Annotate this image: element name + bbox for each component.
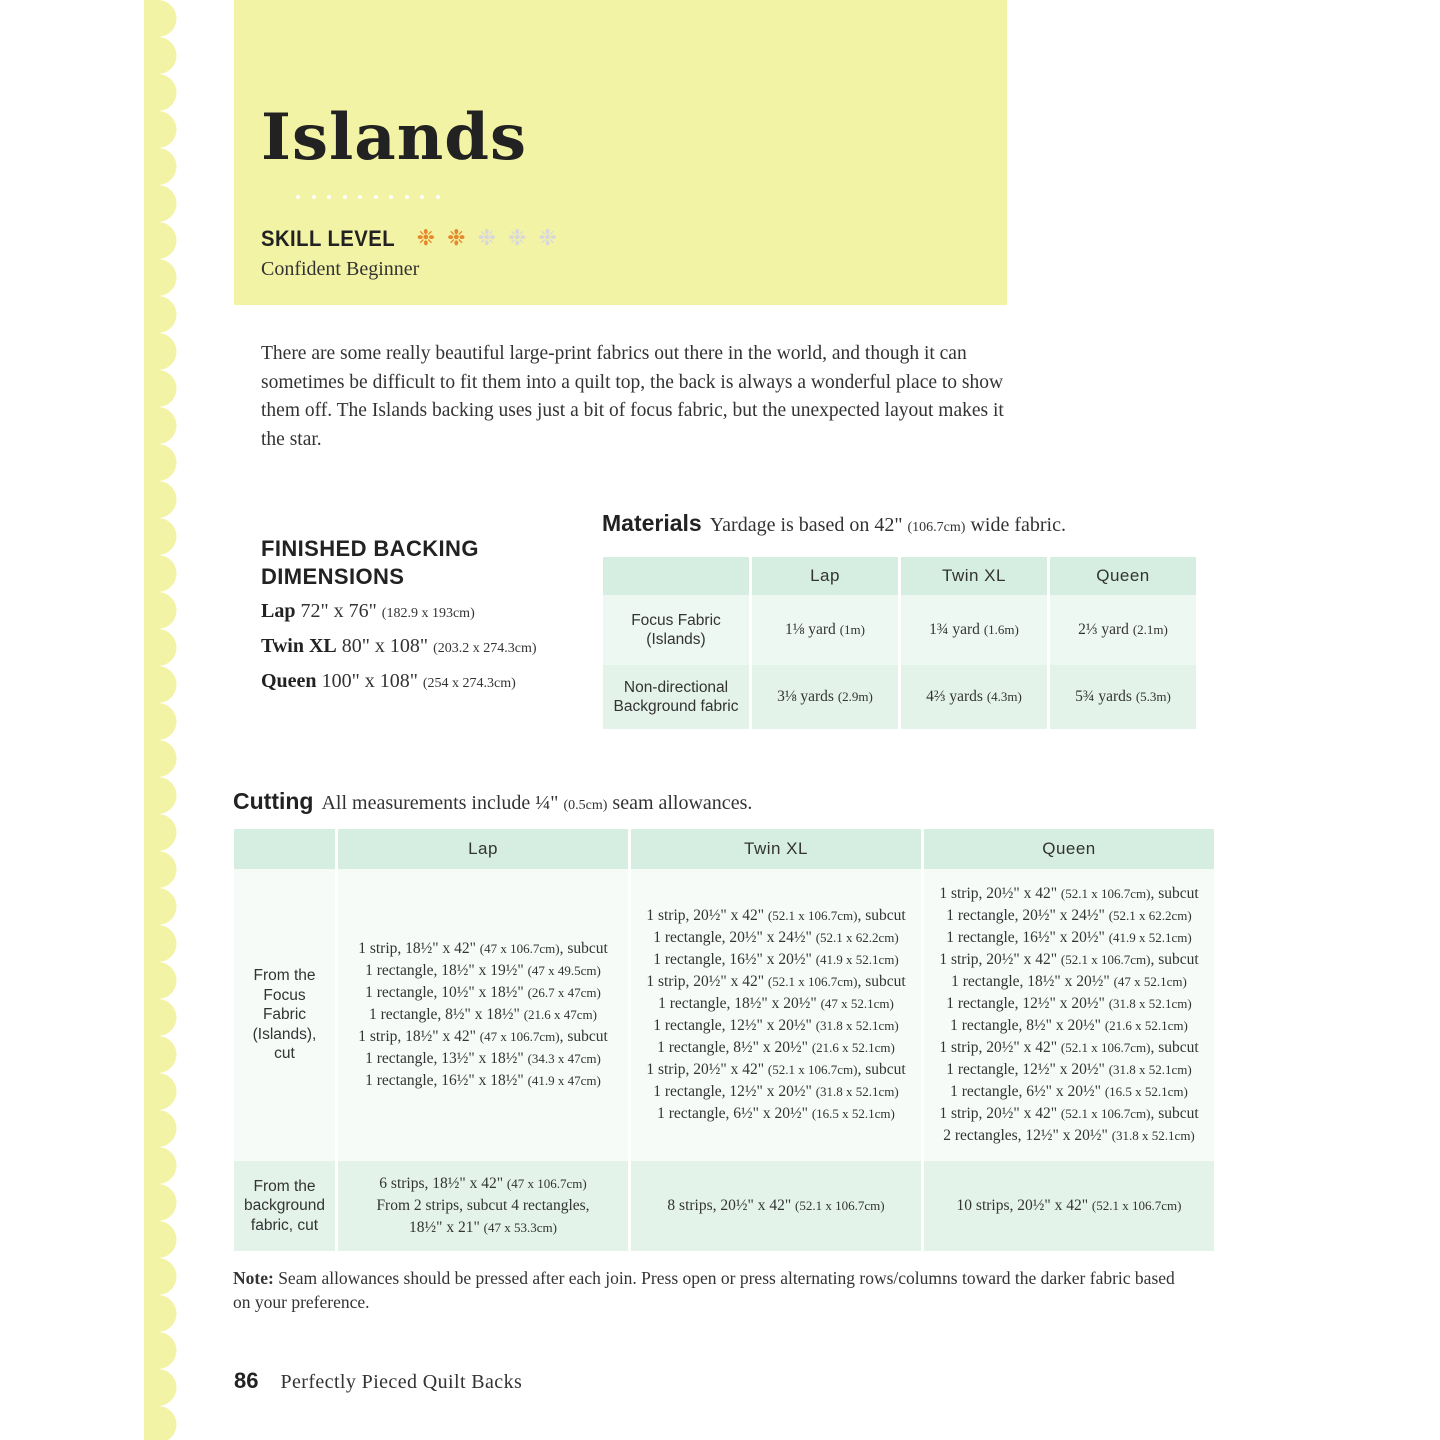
label-line: Focus Fabric <box>631 611 721 629</box>
label-line: Focus <box>263 986 306 1004</box>
page-number: 86 <box>234 1368 259 1393</box>
cut-text: 1 rectangle, 12½" x 20½" <box>946 1061 1105 1078</box>
label-line: cut <box>274 1045 295 1063</box>
cut-metric: (31.8 x 52.1cm) <box>1108 996 1192 1011</box>
cut-metric: (26.7 x 47cm) <box>527 985 601 1000</box>
cut-text: 10 strips, 20½" x 42" <box>956 1197 1089 1214</box>
note <box>233 1266 1193 1314</box>
column-header: Twin XL <box>901 557 1047 595</box>
cut-text: 8 strips, 20½" x 42" <box>667 1197 792 1214</box>
dot <box>405 195 409 199</box>
cut-metric: (21.6 x 52.1cm) <box>811 1040 895 1055</box>
cut-line <box>338 1048 628 1070</box>
materials-table <box>600 557 1199 729</box>
cut-metric: (52.1 x 106.7cm) <box>1060 952 1151 967</box>
dot <box>327 195 331 199</box>
dot <box>420 195 424 199</box>
note-label: Note: <box>233 1268 274 1288</box>
table-row <box>234 1161 1214 1251</box>
cutting-title: Cutting <box>233 788 314 814</box>
dot <box>436 195 440 199</box>
dimension-twin-xl <box>261 635 537 658</box>
yardage: 3⅛ yards <box>777 688 834 705</box>
dot <box>312 195 316 199</box>
asterisk-flower-icon: ❉ <box>416 226 436 251</box>
cut-suffix: , subcut <box>857 973 906 990</box>
heading-line: DIMENSIONS <box>261 564 405 589</box>
cut-line <box>631 927 921 949</box>
size-dims: 80" x 108" <box>341 635 429 657</box>
cut-text: From 2 strips, subcut 4 rectangles, <box>376 1197 590 1214</box>
cut-text: 1 rectangle, 20½" x 24½" <box>653 929 812 946</box>
cutting-table <box>231 829 1217 1251</box>
dot <box>374 195 378 199</box>
yardage: 1⅛ yard <box>785 621 836 638</box>
table-cell <box>924 869 1214 1161</box>
cut-line <box>338 1173 628 1195</box>
dot <box>296 195 300 199</box>
yardage-metric: (1.6m) <box>983 622 1019 637</box>
size-dims: 100" x 108" <box>321 670 418 692</box>
yardage: 2⅓ yard <box>1078 621 1129 638</box>
column-header: Twin XL <box>631 829 921 869</box>
cut-text: 1 rectangle, 8½" x 20½" <box>657 1039 808 1056</box>
skill-level-label: SKILL LEVEL <box>261 226 396 251</box>
cut-line <box>631 905 921 927</box>
cut-line <box>631 1103 921 1125</box>
cut-metric: (47 x 106.7cm) <box>479 941 560 956</box>
cut-metric: (47 x 49.5cm) <box>527 963 601 978</box>
table-row <box>603 595 1196 665</box>
table-cell <box>338 1161 628 1251</box>
materials-title: Materials <box>602 510 702 536</box>
cut-metric: (52.1 x 106.7cm) <box>767 1062 858 1077</box>
asterisk-flower-icon: ❉ <box>477 226 496 251</box>
label-line: From the <box>253 1177 316 1195</box>
cut-text: 2 rectangles, 12½" x 20½" <box>943 1127 1108 1144</box>
cut-line <box>631 993 921 1015</box>
dot <box>343 195 347 199</box>
table-cell <box>924 1161 1214 1251</box>
size-metric: (254 x 274.3cm) <box>422 676 516 691</box>
cut-text: 1 rectangle, 13½" x 18½" <box>365 1050 524 1067</box>
cut-metric: (47 x 106.7cm) <box>479 1029 560 1044</box>
cut-line <box>338 1004 628 1026</box>
cut-line <box>924 1081 1214 1103</box>
cut-text: 6 strips, 18½" x 42" <box>379 1175 504 1192</box>
yardage-metric: (1m) <box>839 622 865 637</box>
column-header: Lap <box>338 829 628 869</box>
cut-suffix: , subcut <box>559 940 608 957</box>
intro-paragraph: There are some really beautiful large-print fabrics out there in the world, and though it can sometimes be difficult to fit them into a quilt top, the back is always a wonderful place to show them off. The Islands backing uses just a bit of focus fabric, but the unexpected layout makes it the star. <box>261 343 1004 450</box>
size-metric: (182.9 x 193cm) <box>381 606 475 621</box>
yardage: 1¾ yard <box>929 621 980 638</box>
materials-subtitle: Yardage is based on 42" <box>709 514 903 536</box>
cut-line <box>631 949 921 971</box>
cut-suffix: , subcut <box>857 907 906 924</box>
cut-line <box>631 1059 921 1081</box>
dot <box>389 195 393 199</box>
note-text: Seam allowances should be pressed after each join. Press open or press alternating rows/columns toward the darker fabric based on your preference. <box>233 1268 1175 1312</box>
cut-line <box>924 905 1214 927</box>
asterisk-flower-icon: ❉ <box>538 226 557 251</box>
cut-metric: (52.1 x 106.7cm) <box>767 974 858 989</box>
cut-metric: (16.5 x 52.1cm) <box>1104 1084 1188 1099</box>
table-row <box>603 665 1196 729</box>
cut-line <box>338 1070 628 1092</box>
cut-text: 1 rectangle, 12½" x 20½" <box>946 995 1105 1012</box>
size-name: Queen <box>261 670 317 692</box>
cut-metric: (41.9 x 47cm) <box>527 1073 601 1088</box>
skill-level <box>261 226 557 252</box>
cut-metric: (52.1 x 62.2cm) <box>1108 908 1192 923</box>
size-name: Lap <box>261 600 296 622</box>
label-line: Fabric <box>262 1006 307 1024</box>
cut-metric: (52.1 x 106.7cm) <box>1060 1040 1151 1055</box>
cut-line <box>924 883 1214 905</box>
cut-metric: (31.8 x 52.1cm) <box>1108 1062 1192 1077</box>
table-cell <box>901 595 1047 665</box>
table-cell <box>1050 595 1196 665</box>
cut-metric: (52.1 x 106.7cm) <box>1091 1198 1182 1213</box>
cut-metric: (52.1 x 106.7cm) <box>1060 886 1151 901</box>
cut-metric: (47 x 52.1cm) <box>1113 974 1187 989</box>
cut-metric: (52.1 x 106.7cm) <box>1060 1106 1151 1121</box>
skill-rating <box>417 228 557 250</box>
cut-suffix: , subcut <box>1150 885 1199 902</box>
table-cell <box>752 595 898 665</box>
page-title: Islands <box>261 100 528 175</box>
cut-metric: (31.8 x 52.1cm) <box>815 1018 899 1033</box>
cut-metric: (31.8 x 52.1cm) <box>815 1084 899 1099</box>
label-line: Non-directional <box>623 678 729 696</box>
dot <box>358 195 362 199</box>
cut-suffix: , subcut <box>559 1028 608 1045</box>
cut-metric: (47 x 52.1cm) <box>820 996 894 1011</box>
yardage: 5¾ yards <box>1075 688 1132 705</box>
cut-metric: (52.1 x 62.2cm) <box>815 930 899 945</box>
asterisk-flower-icon: ❉ <box>447 226 466 251</box>
table-cell <box>338 869 628 1161</box>
cut-text: 1 rectangle, 8½" x 20½" <box>950 1017 1101 1034</box>
label-line: (Islands) <box>646 631 706 648</box>
table-cell <box>752 665 898 729</box>
cut-metric: (41.9 x 52.1cm) <box>815 952 899 967</box>
size-dims: 72" x 76" <box>300 600 377 622</box>
decorative-dots <box>296 195 440 199</box>
cut-line <box>631 971 921 993</box>
table-cell <box>631 1161 921 1251</box>
cut-text: 1 rectangle, 16½" x 18½" <box>365 1072 524 1089</box>
cut-line <box>338 1195 628 1217</box>
header-blank <box>234 829 335 869</box>
cut-text: 1 strip, 18½" x 42" <box>358 940 476 957</box>
skill-level-value: Confident Beginner <box>261 258 420 280</box>
cut-metric: (52.1 x 106.7cm) <box>795 1198 885 1213</box>
cut-text: 1 rectangle, 18½" x 19½" <box>365 962 524 979</box>
cutting-heading <box>233 788 752 815</box>
cut-line <box>338 938 628 960</box>
cut-metric: (47 x 106.7cm) <box>506 1176 587 1191</box>
header-blank <box>603 557 749 595</box>
cut-text: 1 strip, 20½" x 42" <box>646 973 765 990</box>
table-header-row <box>603 557 1196 595</box>
row-label <box>603 595 749 665</box>
cut-metric: (21.6 x 52.1cm) <box>1104 1018 1188 1033</box>
cut-metric: (47 x 53.3cm) <box>483 1220 557 1235</box>
cut-text: 1 rectangle, 6½" x 20½" <box>950 1083 1101 1100</box>
column-header: Queen <box>1050 557 1196 595</box>
cut-text: 1 rectangle, 8½" x 18½" <box>369 1006 520 1023</box>
cut-suffix: , subcut <box>857 1061 906 1078</box>
page-footer <box>234 1368 522 1394</box>
table-header-row <box>234 829 1214 869</box>
yardage-metric: (2.1m) <box>1132 622 1168 637</box>
label-line: fabric, cut <box>250 1216 319 1234</box>
cut-suffix: , subcut <box>1150 1105 1199 1122</box>
yardage: 4⅔ yards <box>926 688 983 705</box>
cut-line <box>338 982 628 1004</box>
cut-text: 1 rectangle, 12½" x 20½" <box>653 1083 812 1100</box>
cut-line <box>924 1125 1214 1147</box>
cut-metric: (21.6 x 47cm) <box>523 1007 597 1022</box>
cut-line <box>924 1059 1214 1081</box>
materials-subtitle-metric: (106.7cm) <box>907 520 966 535</box>
heading-line: FINISHED BACKING <box>261 536 479 561</box>
cut-metric: (41.9 x 52.1cm) <box>1108 930 1192 945</box>
book-title: Perfectly Pieced Quilt Backs <box>280 1371 523 1393</box>
cut-line <box>924 1195 1214 1217</box>
cut-line <box>338 960 628 982</box>
materials-heading <box>602 510 1066 537</box>
yardage-metric: (2.9m) <box>837 689 873 704</box>
cutting-subtitle-end: seam allowances. <box>612 792 753 814</box>
cutting-subtitle: All measurements include ¼" <box>321 792 559 814</box>
cut-text: 1 rectangle, 20½" x 24½" <box>946 907 1105 924</box>
table-cell <box>1050 665 1196 729</box>
cut-line <box>338 1217 628 1239</box>
dimension-queen <box>261 670 516 693</box>
cut-line <box>924 927 1214 949</box>
cut-text: 1 strip, 20½" x 42" <box>939 1039 1058 1056</box>
cut-metric: (52.1 x 106.7cm) <box>767 908 858 923</box>
scalloped-border <box>144 0 177 1440</box>
cut-line <box>631 1015 921 1037</box>
cut-suffix: , subcut <box>1150 1039 1199 1056</box>
cut-text: 1 strip, 20½" x 42" <box>646 1061 765 1078</box>
cutting-subtitle-metric: (0.5cm) <box>563 798 608 813</box>
cut-text: 1 rectangle, 18½" x 20½" <box>951 973 1110 990</box>
cut-metric: (31.8 x 52.1cm) <box>1111 1128 1195 1143</box>
cut-line <box>924 971 1214 993</box>
row-label <box>234 869 335 1161</box>
cut-text: 1 rectangle, 16½" x 20½" <box>946 929 1105 946</box>
cut-line <box>631 1195 921 1217</box>
cut-line <box>338 1026 628 1048</box>
column-header: Lap <box>752 557 898 595</box>
label-line: background <box>243 1197 325 1215</box>
asterisk-flower-icon: ❉ <box>507 226 527 251</box>
materials-subtitle-end: wide fabric. <box>970 514 1066 536</box>
cut-text: 1 rectangle, 12½" x 20½" <box>653 1017 812 1034</box>
cut-metric: (34.3 x 47cm) <box>527 1051 601 1066</box>
yardage-metric: (5.3m) <box>1135 689 1171 704</box>
finished-dimensions-heading <box>261 535 521 591</box>
cut-text: 1 rectangle, 6½" x 20½" <box>657 1105 808 1122</box>
cut-text: 18½" x 21" <box>409 1219 480 1236</box>
dimension-lap <box>261 600 475 623</box>
row-label <box>234 1161 335 1251</box>
cut-suffix: , subcut <box>1150 951 1199 968</box>
row-label <box>603 665 749 729</box>
label-line: (Islands), <box>252 1025 317 1043</box>
label-line: From the <box>253 967 316 985</box>
cut-line <box>924 949 1214 971</box>
column-header: Queen <box>924 829 1214 869</box>
cut-text: 1 strip, 20½" x 42" <box>939 951 1058 968</box>
cut-text: 1 strip, 20½" x 42" <box>939 1105 1058 1122</box>
table-cell <box>901 665 1047 729</box>
cut-line <box>924 1103 1214 1125</box>
label-line: Background fabric <box>613 698 739 715</box>
cut-text: 1 rectangle, 16½" x 20½" <box>653 951 812 968</box>
cut-line <box>631 1081 921 1103</box>
cut-text: 1 rectangle, 18½" x 20½" <box>658 995 817 1012</box>
cut-line <box>924 993 1214 1015</box>
table-cell <box>631 869 921 1161</box>
size-name: Twin XL <box>261 635 337 657</box>
yardage-metric: (4.3m) <box>986 689 1022 704</box>
cut-line <box>924 1037 1214 1059</box>
table-row <box>234 869 1214 1161</box>
cut-line <box>631 1037 921 1059</box>
cut-text: 1 strip, 18½" x 42" <box>358 1028 476 1045</box>
cut-text: 1 strip, 20½" x 42" <box>646 907 765 924</box>
cut-text: 1 strip, 20½" x 42" <box>939 885 1058 902</box>
cut-metric: (16.5 x 52.1cm) <box>811 1106 895 1121</box>
cut-line <box>924 1015 1214 1037</box>
size-metric: (203.2 x 274.3cm) <box>433 641 537 656</box>
cut-text: 1 rectangle, 10½" x 18½" <box>365 984 524 1001</box>
